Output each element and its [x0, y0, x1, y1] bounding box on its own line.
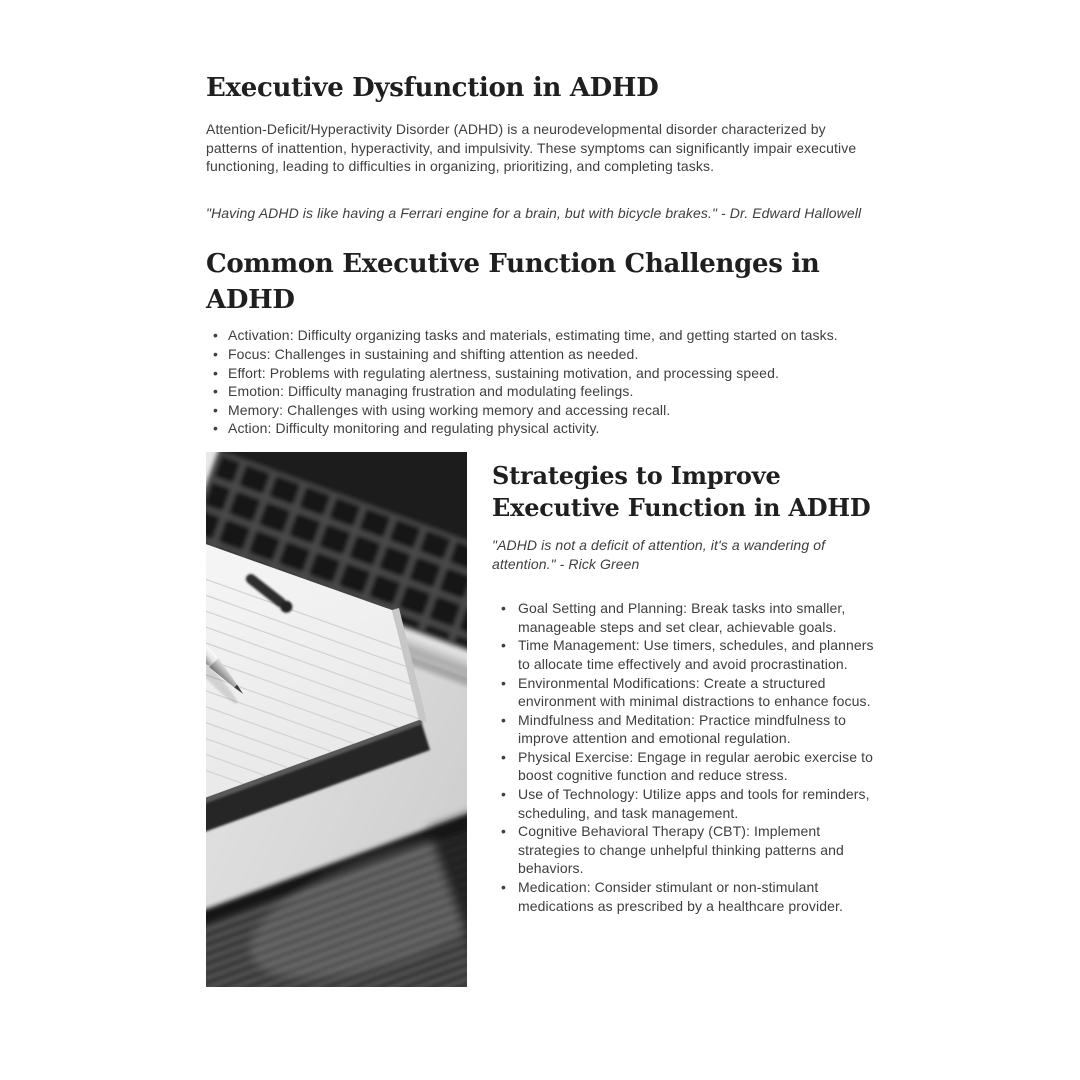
list-item: • Environmental Modifications: Create a structured environment with minimal distractions to enhance focus.	[492, 674, 878, 711]
challenges-list	[206, 326, 878, 438]
list-item: • Memory: Challenges with using working memory and accessing recall.	[206, 401, 878, 420]
list-item: • Time Management: Use timers, schedules, and planners to allocate time effectively and avoid procrastination.	[492, 636, 878, 673]
list-item: • Action: Difficulty monitoring and regulating physical activity.	[206, 419, 878, 438]
list-item: • Effort: Problems with regulating alertness, sustaining motivation, and processing speed.	[206, 364, 878, 383]
list-item: • Medication: Consider stimulant or non-stimulant medications as prescribed by a healthcare provider.	[492, 878, 878, 915]
list-item: • Cognitive Behavioral Therapy (CBT): Implement strategies to change unhelpful thinking patterns and behaviors.	[492, 822, 878, 878]
strategies-section	[492, 452, 878, 987]
list-item: • Activation: Difficulty organizing tasks and materials, estimating time, and getting started on tasks.	[206, 326, 878, 345]
two-column-section	[206, 452, 878, 987]
challenges-heading: Common Executive Function Challenges in ADHD	[206, 249, 820, 316]
main-heading: Executive Dysfunction in ADHD	[206, 73, 659, 103]
list-item: • Focus: Challenges in sustaining and shifting attention as needed.	[206, 345, 878, 364]
list-item: • Emotion: Difficulty managing frustration and modulating feelings.	[206, 382, 878, 401]
strategies-list	[492, 599, 878, 915]
document	[206, 70, 878, 987]
desk-photo-illustration	[206, 452, 467, 987]
list-item: • Goal Setting and Planning: Break tasks into smaller, manageable steps and set clear, achievable goals.	[492, 599, 878, 636]
intro-paragraph: Attention-Deficit/Hyperactivity Disorder (ADHD) is a neurodevelopmental disorder characterized by patterns of inattention, hyperactivity, and impulsivity. These symptoms can significantly impair executive functioning, leading to difficulties in organizing, prioritizing, and completing tasks.	[206, 121, 857, 175]
list-item: • Mindfulness and Meditation: Practice mindfulness to improve attention and emotional regulation.	[492, 711, 878, 748]
intro-quote: "Having ADHD is like having a Ferrari engine for a brain, but with bicycle brakes." - Dr. Edward Hallowell	[206, 204, 862, 221]
strategies-quote: "ADHD is not a deficit of attention, it's a wandering of attention." - Rick Green	[492, 536, 826, 572]
desk-photo	[206, 452, 467, 987]
list-item: • Use of Technology: Utilize apps and tools for reminders, scheduling, and task management.	[492, 785, 878, 822]
strategies-heading: Strategies to Improve Executive Function in ADHD	[492, 460, 871, 522]
list-item: • Physical Exercise: Engage in regular aerobic exercise to boost cognitive function and reduce stress.	[492, 748, 878, 785]
